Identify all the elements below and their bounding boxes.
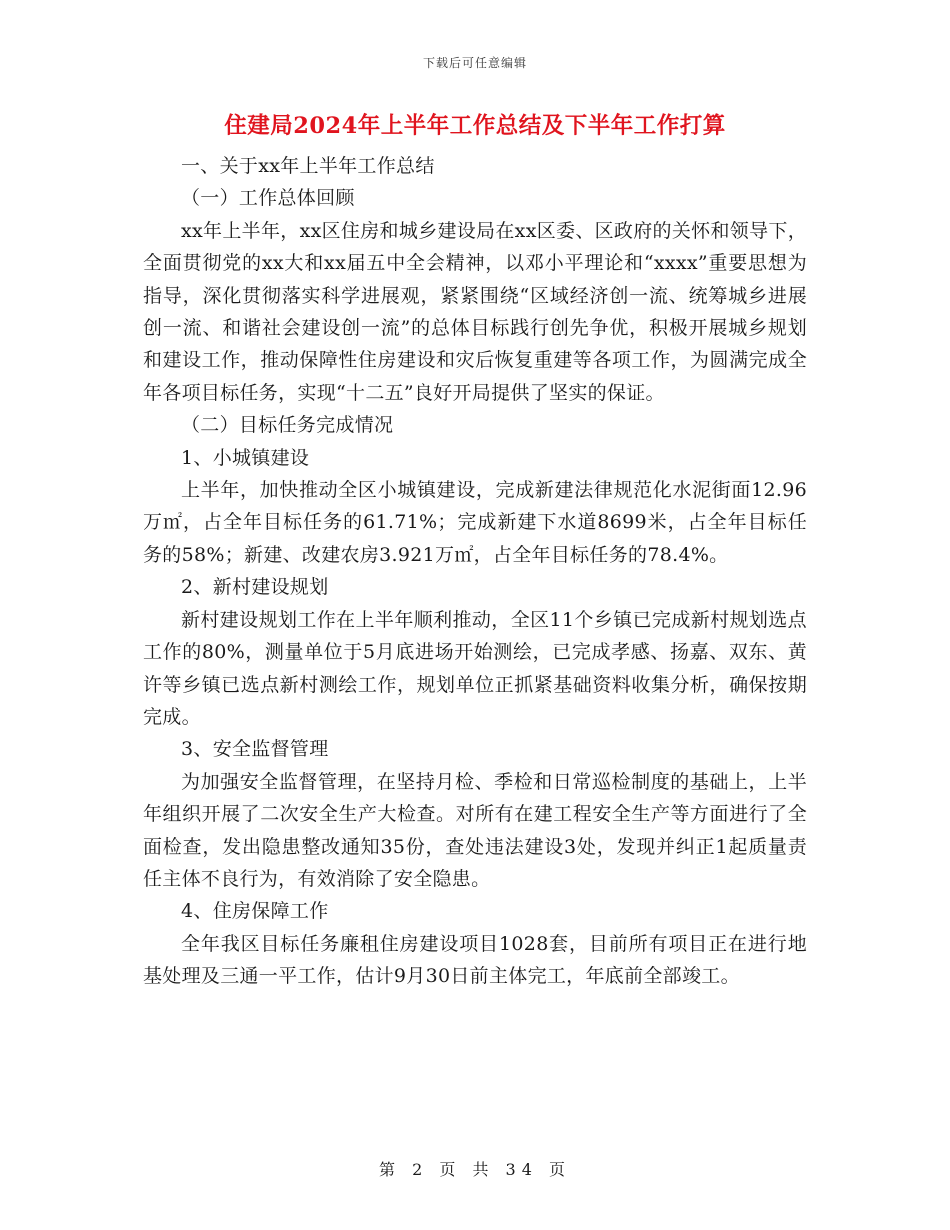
paragraph-safety-supervision: 为加强安全监督管理，在坚持月检、季检和日常巡检制度的基础上，上半年组织开展了二次安全生产大检查。对所有在建工程安全生产等方面进行了全面检查，发出隐患整改通知35份，查处违法建设3处，发现并纠正1起质量责任主体不良行为，有效消除了安全隐患。 [143, 770, 807, 890]
document-title: 住建局2024年上半年工作总结及下半年工作打算 [224, 113, 726, 139]
paragraph-overview: xx年上半年，xx区住房和城乡建设局在xx区委、区政府的关怀和领导下，全面贯彻党的xx大和xx届五中全会精神，以邓小平理论和“xxxx”重要思想为指导，深化贯彻落实科学进展观，紧紧围绕“区域经济创一流、统筹城乡进展创一流、和谐社会建设创一流”的总体目标践行创先争优，积极开展城乡规划和建设工作，推动保障性住房建设和灾后恢复重建等各项工作，为圆满完成全年各项目标任务，实现“十二五”良好开局提供了坚实的保证。 [143, 219, 807, 404]
item-heading-town-construction: 1、小城镇建设 [181, 446, 310, 469]
paragraph-housing-security: 全年我区目标任务廉租住房建设项目1028套，目前所有项目正在进行地基处理及三通一平工作，估计9月30日前主体完工，年底前全部竣工。 [143, 932, 807, 988]
item-heading-village-planning: 2、新村建设规划 [181, 576, 329, 599]
paragraph-town-construction: 上半年，加快推动全区小城镇建设，完成新建法律规范化水泥街面12.96万㎡，占全年目标任务的61.71%；完成新建下水道8699米，占全年目标任务的58%；新建、改建农房3.921万㎡，占全年目标任务的78.4%。 [143, 479, 807, 566]
document-body [143, 150, 807, 993]
subsection-heading-overview: （一）工作总体回顾 [181, 187, 355, 210]
header-note: 下载后可任意编辑 [422, 56, 527, 70]
page-indicator: 第 2 页 共 34 页 [379, 1160, 571, 1179]
section-heading-1: 一、关于xx年上半年工作总结 [181, 155, 435, 177]
subsection-heading-targets: （二）目标任务完成情况 [181, 414, 394, 437]
item-heading-housing-security: 4、住房保障工作 [181, 900, 329, 923]
item-heading-safety-supervision: 3、安全监督管理 [181, 738, 329, 761]
paragraph-village-planning: 新村建设规划工作在上半年顺利推动，全区11个乡镇已完成新村规划选点工作的80%，测量单位于5月底进场开始测绘，已完成孝感、扬嘉、双东、黄许等乡镇已选点新村测绘工作，规划单位正抓紧基础资料收集分析，确保按期完成。 [143, 608, 807, 728]
